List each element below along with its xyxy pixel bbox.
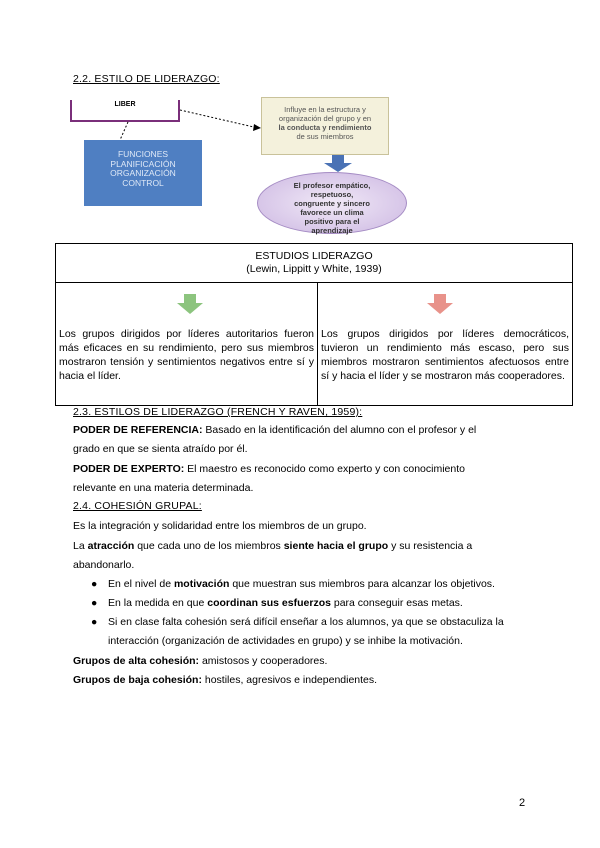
baja-cohesion-line: [73, 671, 377, 689]
dashed-connector-right: [180, 110, 258, 128]
bullet-item-3-line2: interacción (organización de actividades en grupo) y se inhibe la motivación.: [108, 635, 463, 647]
table-left-cell: Los grupos dirigidos por líderes autoritarios fueron más eficaces en su rendimiento, pero sus miembros mostraron tensión y sentimientos negativos entre sí y hacia el líder.: [59, 328, 314, 382]
atraccion-pre: La: [73, 540, 88, 552]
blue-arrow-head: [324, 163, 352, 172]
atraccion-line2: abandonarlo.: [73, 559, 135, 571]
bullet-dot: ●: [91, 616, 98, 628]
table-divider: [317, 283, 318, 405]
bullet2-bold: coordinan sus esfuerzos: [207, 597, 331, 609]
profesor-line: aprendizaje: [311, 226, 353, 235]
poder-experto-line: [73, 460, 527, 478]
bullet2-pre: En la medida en que: [108, 597, 208, 609]
bullet-item-2: [108, 594, 463, 612]
poder-referencia-line2: grado en que se sienta atraído por él.: [73, 443, 248, 455]
bullet1-post: que muestran sus miembros para alcanzar los objetivos.: [229, 578, 495, 590]
profesor-line: respetuoso,: [310, 190, 354, 199]
profesor-line: favorece un clima: [300, 208, 364, 217]
functions-line: CONTROL: [122, 177, 164, 188]
estudios-subtitle: (Lewin, Lippitt y White, 1939): [246, 263, 382, 275]
table-right-cell: Los grupos dirigidos por líderes democráticos, tuvieron un rendimiento más escaso, pero sus miembros mostraron sentimientos afectuosos entre sí y hacia el líder y se mostraron más cooperadores.: [321, 328, 569, 382]
profesor-line: El profesor empático,: [293, 181, 371, 190]
poder-referencia-text: Basado en la identificación del alumno con el profesor y el: [202, 424, 477, 436]
poder-experto-label: PODER DE EXPERTO:: [73, 463, 185, 475]
baja-cohesion-text: hostiles, agresivos e independientes.: [201, 674, 378, 686]
cohesion-definition: Es la integración y solidaridad entre los miembros de un grupo.: [73, 520, 367, 532]
baja-cohesion-label: Grupos de baja cohesión:: [73, 674, 202, 686]
functions-line: PLANIFICACIÓN: [110, 158, 176, 169]
bullet-item-3-line1: Si en clase falta cohesión será difícil enseñar a los alumnos, ya que se obstaculiza la: [108, 616, 504, 628]
profesor-line: positivo para el: [304, 217, 360, 226]
influye-line: la conducta y rendimiento: [278, 123, 372, 132]
bullet2-post: para conseguir esas metas.: [330, 597, 463, 609]
bullet1-pre: En el nivel de: [108, 578, 174, 590]
influye-line: de sus miembros: [296, 132, 354, 141]
poder-referencia-label: PODER DE REFERENCIA:: [73, 424, 203, 436]
estudios-table-header: [55, 243, 573, 283]
bullet-dot: ●: [91, 597, 98, 609]
profesor-ellipse: [257, 172, 407, 234]
alta-cohesion-label: Grupos de alta cohesión:: [73, 655, 200, 667]
bullet1-bold: motivación: [173, 578, 230, 590]
atraccion-line: [73, 537, 527, 555]
functions-box: [84, 140, 202, 206]
connector-arrowhead: [253, 124, 261, 131]
section-2-4-title: 2.4. COHESIÓN GRUPAL:: [73, 500, 202, 512]
bullet-dot: ●: [91, 578, 98, 590]
functions-line: ORGANIZACIÓN: [110, 168, 176, 178]
liber-label: LIBER: [114, 101, 136, 108]
atraccion-bold: atracción: [87, 540, 135, 552]
influye-box: [261, 97, 389, 155]
functions-line: FUNCIONES: [117, 149, 169, 159]
dashed-connector-down: [120, 122, 128, 140]
poder-referencia-line: [73, 421, 527, 439]
profesor-line: congruente y sincero: [294, 199, 370, 208]
influye-line: Influye en la estructura y: [284, 105, 366, 114]
bullet-item-1: [108, 575, 495, 593]
section-2-3-title: 2.3. ESTILOS DE LIDERAZGO (FRENCH Y RAVEN, 1959):: [73, 406, 363, 418]
atraccion-post: y su resistencia a: [388, 540, 473, 552]
poder-experto-line2: relevante en una materia determinada.: [73, 482, 254, 494]
green-down-arrow-icon: [170, 292, 210, 316]
influye-line: organización del grupo y en: [278, 114, 372, 123]
red-down-arrow-icon: [420, 292, 460, 316]
poder-experto-text: El maestro es reconocido como experto y con conocimiento: [184, 463, 465, 475]
alta-cohesion-line: [73, 652, 327, 670]
section-2-2-title: 2.2. ESTILO DE LIDERAZGO:: [73, 73, 220, 85]
atraccion-bold2: siente hacia el grupo: [283, 540, 389, 552]
page-number: 2: [519, 797, 526, 809]
atraccion-mid: que cada uno de los miembros: [134, 540, 284, 552]
alta-cohesion-text: amistosos y cooperadores.: [199, 655, 328, 667]
estudios-title: ESTUDIOS LIDERAZGO: [255, 250, 373, 262]
blue-arrow-stem: [332, 155, 344, 163]
